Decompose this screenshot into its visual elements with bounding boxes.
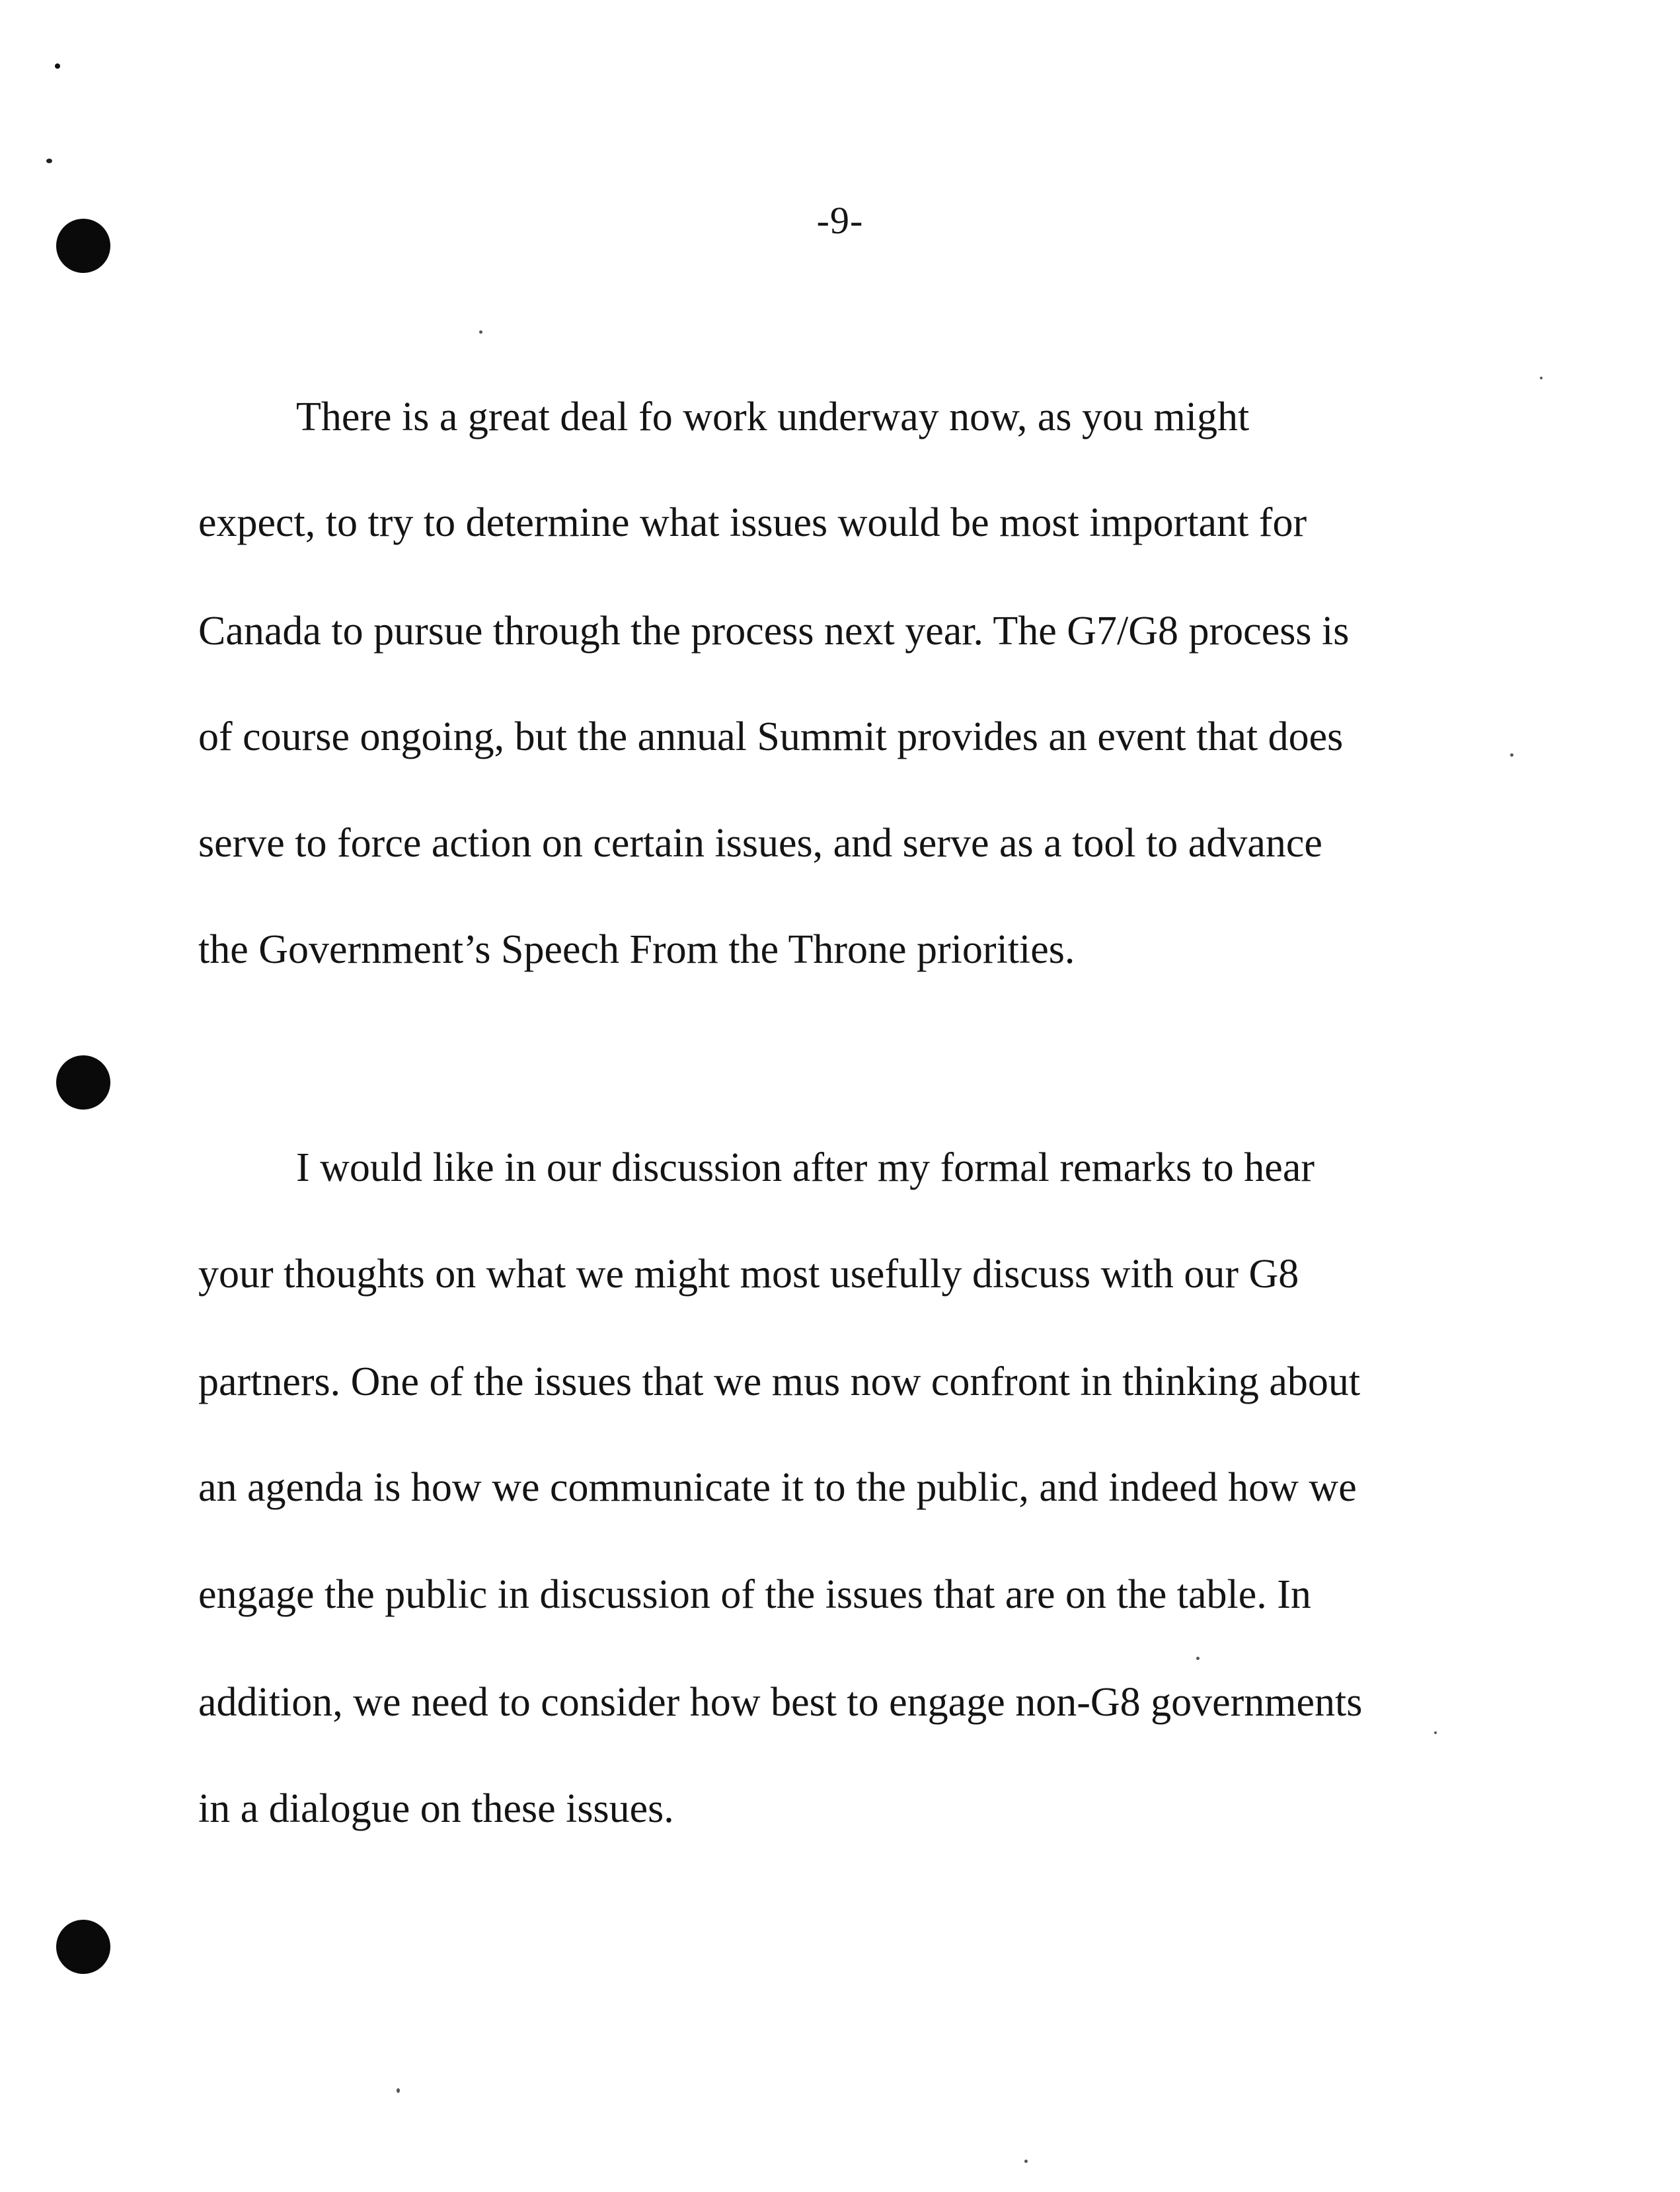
punch-hole-middle <box>56 1055 110 1110</box>
scan-speck <box>1024 2160 1028 2163</box>
paragraph-1-line-4: of course ongoing, but the annual Summit provides an event that does <box>198 714 1344 759</box>
scan-speck <box>1196 1657 1200 1660</box>
scan-speck <box>479 330 482 334</box>
scan-speck <box>1434 1731 1437 1734</box>
paragraph-2-line-2: your thoughts on what we might most usefully discuss with our G8 <box>198 1252 1299 1297</box>
paragraph-2-line-1: I would like in our discussion after my formal remarks to hear <box>296 1145 1315 1190</box>
page-number: -9- <box>816 199 864 242</box>
paragraph-2-line-3: partners. One of the issues that we mus now confront in thinking about <box>198 1359 1361 1404</box>
paragraph-2-line-6: addition, we need to consider how best to engage non-G8 governments <box>198 1680 1363 1725</box>
paragraph-1-line-2: expect, to try to determine what issues would be most important for <box>198 500 1307 545</box>
punch-hole-bottom <box>56 1920 110 1974</box>
paragraph-1-line-1: There is a great deal fo work underway now, as you might <box>296 395 1250 439</box>
scan-speck <box>55 63 60 69</box>
scan-speck <box>1540 377 1543 379</box>
scan-speck <box>397 2088 400 2093</box>
scan-speck <box>1510 753 1513 757</box>
paragraph-1-line-6: the Government’s Speech From the Throne priorities. <box>198 927 1075 972</box>
scan-speck <box>46 159 52 163</box>
paragraph-1-line-3: Canada to pursue through the process next year. The G7/G8 process is <box>198 609 1350 654</box>
paragraph-2-line-5: engage the public in discussion of the issues that are on the table. In <box>198 1572 1311 1617</box>
paragraph-2-line-4: an agenda is how we communicate it to the public, and indeed how we <box>198 1465 1357 1510</box>
paragraph-2-line-7: in a dialogue on these issues. <box>198 1786 674 1831</box>
paragraph-1-line-5: serve to force action on certain issues, and serve as a tool to advance <box>198 821 1322 866</box>
